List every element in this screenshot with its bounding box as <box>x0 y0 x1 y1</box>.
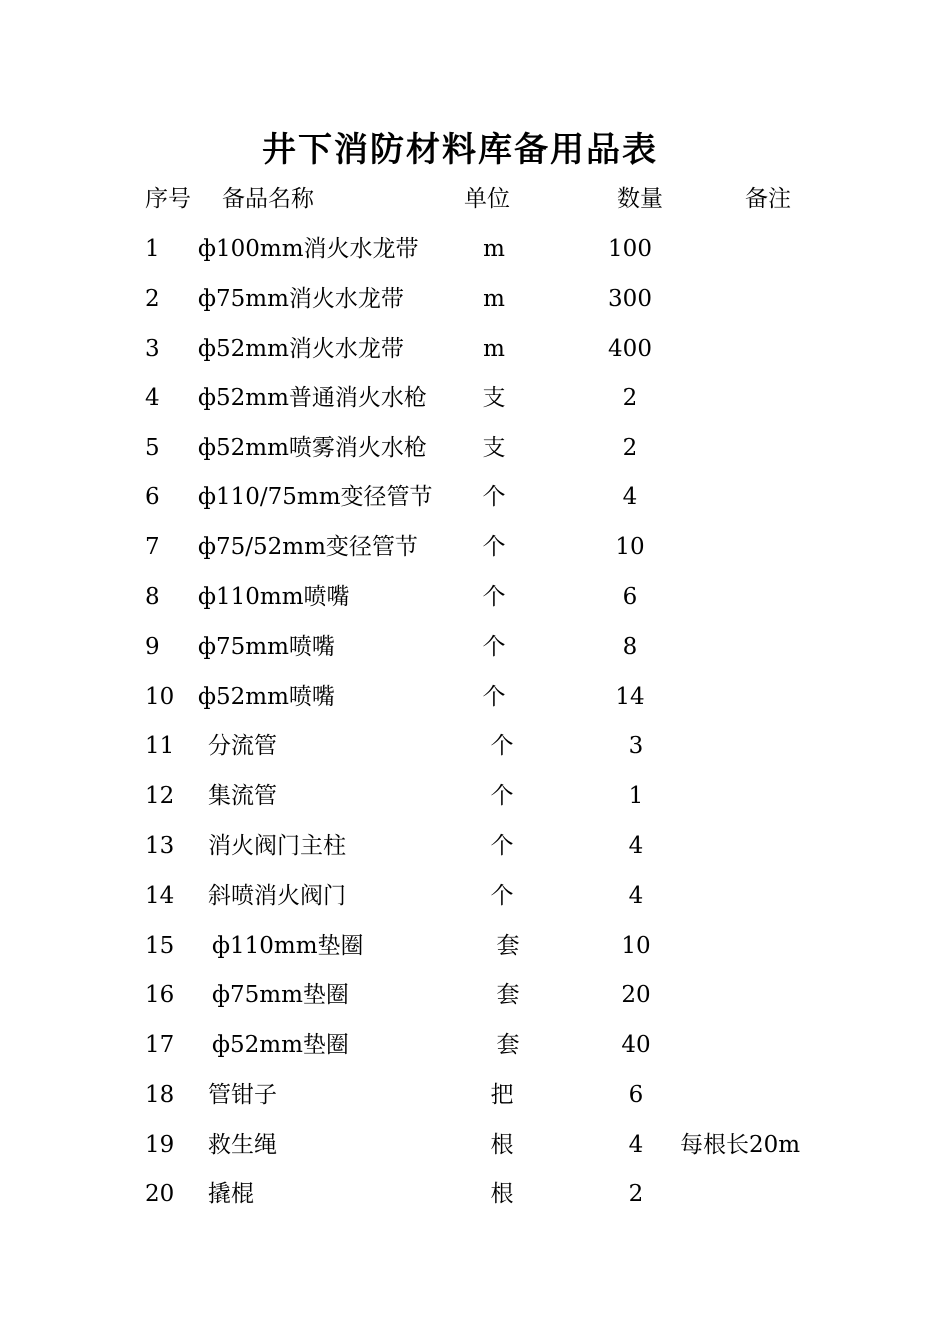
row-no: 3 <box>145 336 160 362</box>
table-row <box>0 680 950 714</box>
table-row <box>0 332 950 366</box>
row-note: 每根长20m <box>680 1132 801 1158</box>
row-qty: 4 <box>628 883 644 909</box>
table-row <box>0 879 950 913</box>
table-row <box>0 530 950 564</box>
header-unit: 单位 <box>464 186 510 212</box>
row-name: ф75mm垫圈 <box>212 982 349 1008</box>
row-qty: 300 <box>608 286 652 312</box>
row-name: ф110/75mm变径管节 <box>198 484 433 510</box>
header-name: 备品名称 <box>222 186 314 212</box>
row-name: ф110mm喷嘴 <box>198 584 350 610</box>
row-no: 10 <box>145 684 175 710</box>
row-qty: 10 <box>615 534 645 560</box>
row-no: 16 <box>145 982 175 1008</box>
row-qty: 2 <box>622 435 638 461</box>
row-name: 救生绳 <box>208 1132 277 1158</box>
row-no: 6 <box>145 484 160 510</box>
row-no: 12 <box>145 783 175 809</box>
table-row <box>0 232 950 266</box>
row-no: 13 <box>145 833 175 859</box>
row-name: ф75mm喷嘴 <box>198 634 335 660</box>
row-unit: 支 <box>482 435 506 461</box>
row-unit: 支 <box>482 385 506 411</box>
row-qty: 1 <box>628 783 644 809</box>
row-qty: 100 <box>608 236 652 262</box>
row-unit: 个 <box>490 883 514 909</box>
row-unit: 个 <box>482 634 506 660</box>
row-name: ф52mm垫圈 <box>212 1032 349 1058</box>
row-unit: 套 <box>496 1032 520 1058</box>
row-name: ф52mm喷雾消火水枪 <box>198 435 427 461</box>
row-unit: 套 <box>496 982 520 1008</box>
row-unit: m <box>483 336 505 362</box>
row-no: 18 <box>145 1082 175 1108</box>
row-unit: 根 <box>490 1132 514 1158</box>
row-qty: 2 <box>622 385 638 411</box>
row-unit: m <box>483 236 505 262</box>
table-row <box>0 1028 950 1062</box>
row-name: ф52mm消火水龙带 <box>198 336 404 362</box>
table-row <box>0 1177 950 1211</box>
row-unit: 个 <box>482 584 506 610</box>
table-row <box>0 829 950 863</box>
row-qty: 3 <box>628 733 644 759</box>
table-row <box>0 779 950 813</box>
row-qty: 4 <box>622 484 638 510</box>
row-no: 1 <box>145 236 160 262</box>
row-no: 7 <box>145 534 160 560</box>
row-qty: 6 <box>628 1082 644 1108</box>
row-name: ф75mm消火水龙带 <box>198 286 404 312</box>
page-title: 井下消防材料库备用品表 <box>262 130 658 170</box>
table-row <box>0 381 950 415</box>
row-name: 集流管 <box>208 783 277 809</box>
table-row <box>0 282 950 316</box>
row-name: 管钳子 <box>208 1082 277 1108</box>
row-unit: 个 <box>490 783 514 809</box>
row-name: ф52mm喷嘴 <box>198 684 335 710</box>
row-qty: 40 <box>621 1032 651 1058</box>
row-unit: 个 <box>482 534 506 560</box>
row-no: 11 <box>145 733 175 759</box>
row-qty: 4 <box>628 1132 644 1158</box>
table-header <box>0 182 950 216</box>
row-name: ф110mm垫圈 <box>212 933 364 959</box>
header-qty: 数量 <box>617 186 663 212</box>
table-row <box>0 580 950 614</box>
row-name: 消火阀门主柱 <box>208 833 346 859</box>
table-row <box>0 431 950 465</box>
table-row <box>0 630 950 664</box>
table-row <box>0 1128 950 1162</box>
row-no: 4 <box>145 385 160 411</box>
row-unit: 套 <box>496 933 520 959</box>
header-note: 备注 <box>745 186 791 212</box>
table-row <box>0 480 950 514</box>
row-unit: 个 <box>482 684 506 710</box>
row-no: 9 <box>145 634 160 660</box>
row-no: 8 <box>145 584 160 610</box>
row-name: 撬棍 <box>208 1181 254 1207</box>
row-qty: 8 <box>622 634 638 660</box>
row-no: 17 <box>145 1032 175 1058</box>
row-no: 19 <box>145 1132 175 1158</box>
table-row <box>0 1078 950 1112</box>
row-no: 5 <box>145 435 160 461</box>
row-name: ф52mm普通消火水枪 <box>198 385 427 411</box>
row-unit: 个 <box>490 733 514 759</box>
row-qty: 20 <box>621 982 651 1008</box>
row-qty: 400 <box>608 336 652 362</box>
row-unit: 个 <box>490 833 514 859</box>
row-unit: 根 <box>490 1181 514 1207</box>
table-row <box>0 929 950 963</box>
row-unit: 个 <box>482 484 506 510</box>
header-no: 序号 <box>145 186 191 212</box>
row-qty: 6 <box>622 584 638 610</box>
table-row <box>0 978 950 1012</box>
row-unit: 把 <box>490 1082 514 1108</box>
row-name: ф100mm消火水龙带 <box>198 236 419 262</box>
row-no: 20 <box>145 1181 175 1207</box>
row-no: 15 <box>145 933 175 959</box>
row-name: 分流管 <box>208 733 277 759</box>
row-no: 14 <box>145 883 175 909</box>
row-unit: m <box>483 286 505 312</box>
table-row <box>0 729 950 763</box>
row-name: ф75/52mm变径管节 <box>198 534 418 560</box>
row-qty: 10 <box>621 933 651 959</box>
row-name: 斜喷消火阀门 <box>208 883 346 909</box>
row-qty: 14 <box>615 684 645 710</box>
row-qty: 2 <box>628 1181 644 1207</box>
row-qty: 4 <box>628 833 644 859</box>
row-no: 2 <box>145 286 160 312</box>
